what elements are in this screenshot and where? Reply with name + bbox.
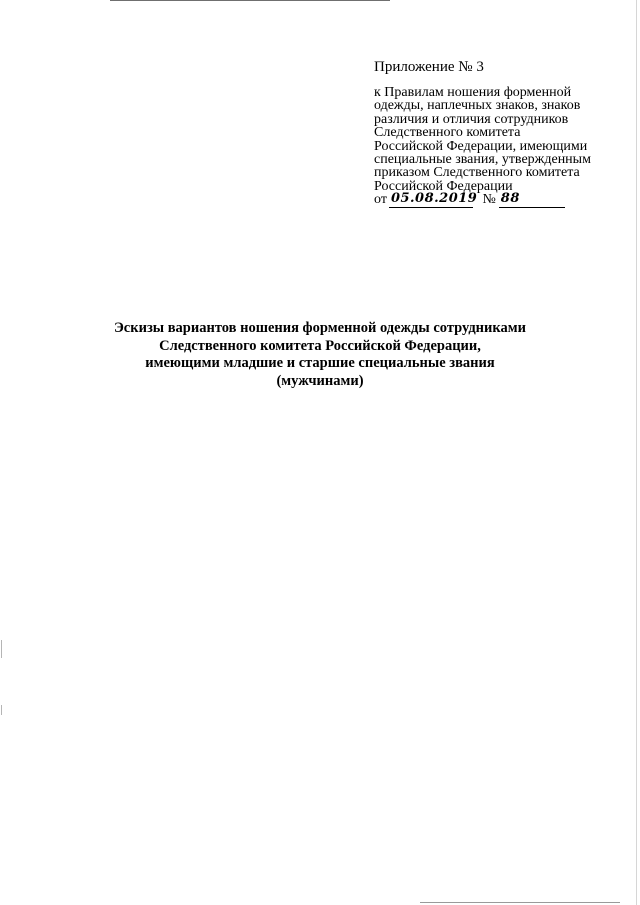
order-date-number-row bbox=[374, 193, 614, 209]
number-field bbox=[499, 193, 565, 208]
scan-speck bbox=[1, 640, 2, 658]
annex-line: специальные звания, утвержденным bbox=[374, 152, 591, 168]
heading-line: имеющими младшие и старшие специальные звания bbox=[145, 355, 495, 371]
scan-speck bbox=[1, 705, 2, 715]
annex-line: Следственного комитета bbox=[374, 125, 521, 141]
heading-line: (мужчинами) bbox=[276, 372, 364, 389]
annex-line: различия и отличия сотрудников bbox=[374, 111, 569, 127]
number-prefix: № bbox=[482, 192, 496, 208]
scan-edge-right bbox=[636, 0, 637, 905]
annex-line: приказом Следственного комитета bbox=[374, 165, 580, 181]
annex-line: одежды, наплечных знаков, знаков bbox=[374, 98, 581, 114]
heading-line: Следственного комитета Российской Федерации, bbox=[159, 337, 481, 354]
heading-line: Эскизы вариантов ношения форменной одежды сотрудниками bbox=[113, 320, 527, 336]
scan-edge-top bbox=[110, 0, 390, 1]
annex-title: Приложение № 3 bbox=[374, 59, 484, 75]
scan-edge-bottom bbox=[420, 902, 620, 903]
annex-line: к Правилам ношения форменной bbox=[374, 85, 572, 100]
handwritten-number: 88 bbox=[500, 191, 520, 207]
date-prefix: от bbox=[374, 192, 387, 208]
annex-line: Российской Федерации, имеющими bbox=[374, 138, 588, 154]
annex-block bbox=[374, 58, 614, 209]
date-field bbox=[389, 191, 478, 208]
handwritten-date: 05.08.2019 bbox=[390, 191, 478, 207]
annex-text bbox=[374, 86, 614, 193]
document-heading bbox=[60, 320, 580, 390]
annex-line: Российской Федерации bbox=[374, 178, 513, 194]
